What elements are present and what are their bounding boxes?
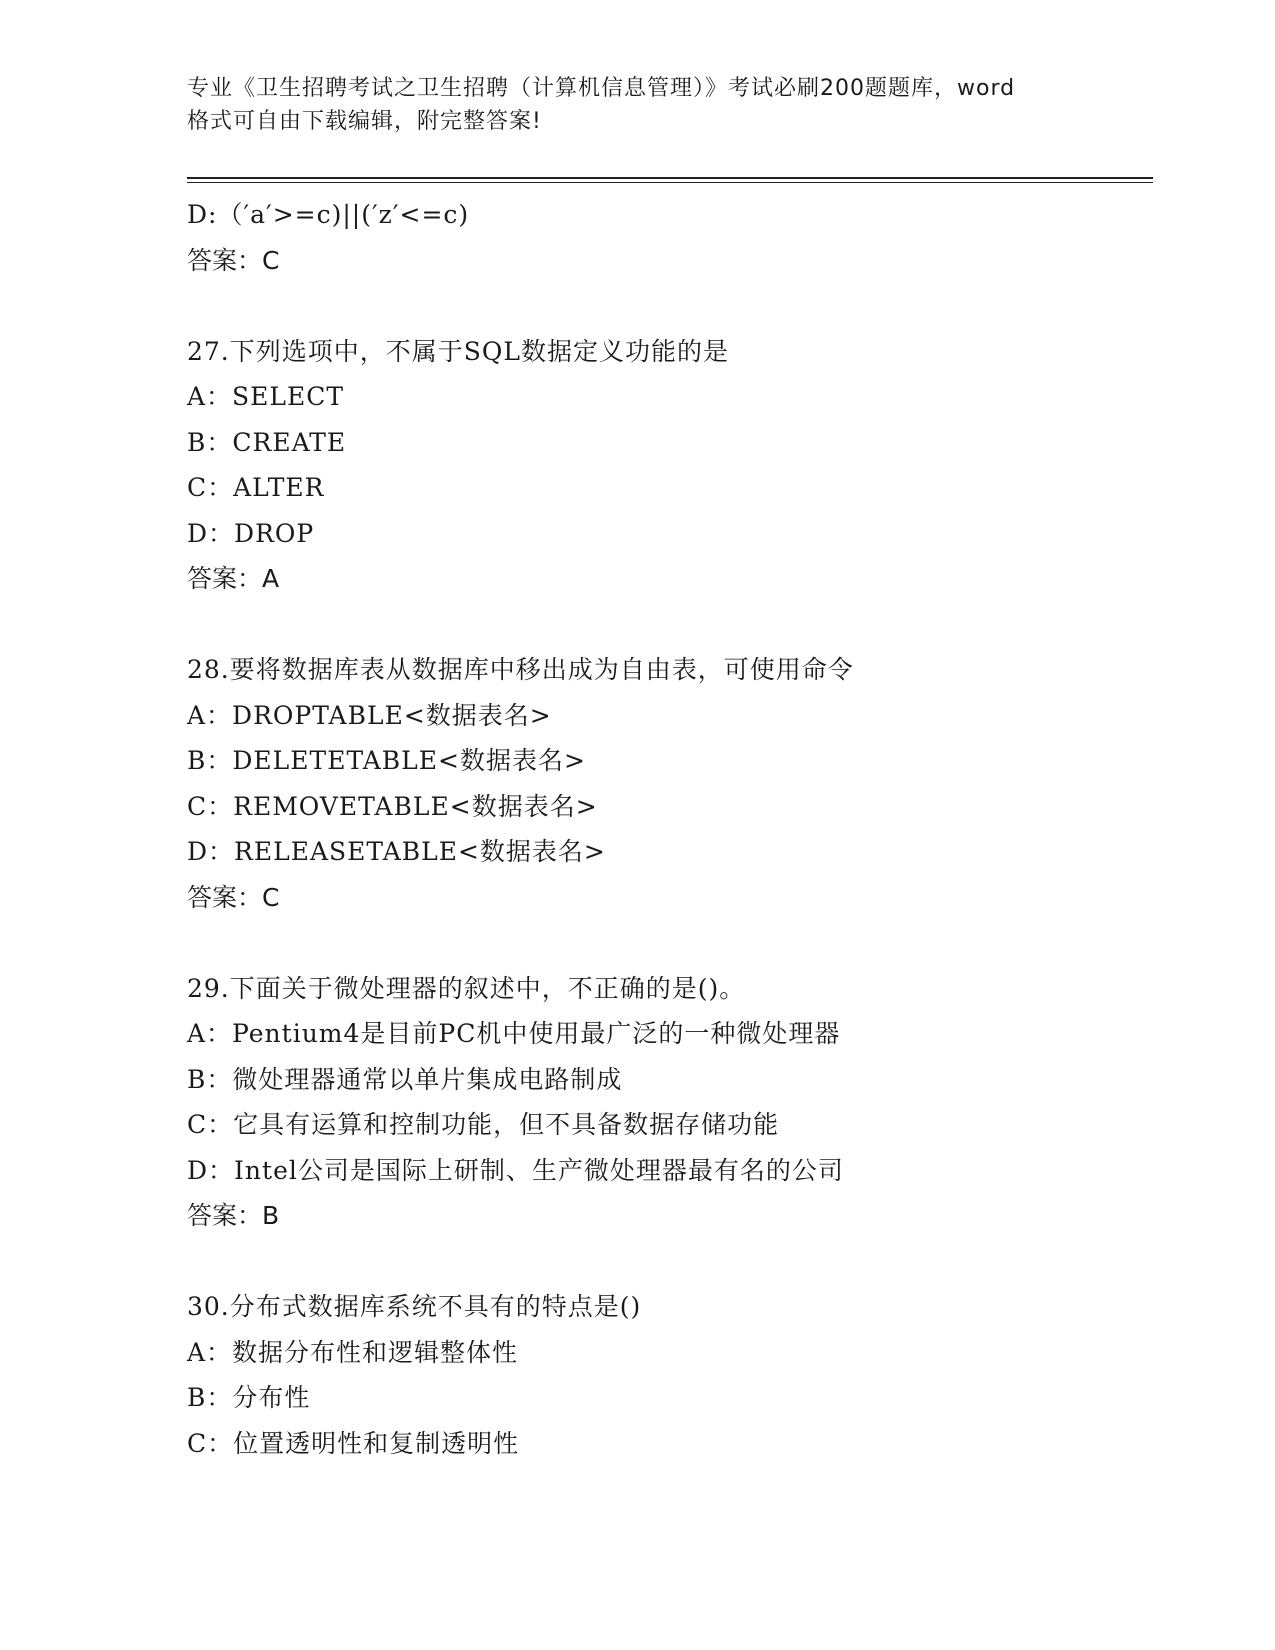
option-d: D:（′a′>=c)||(′z′<=c) [187, 200, 470, 229]
header-line-1: 专业《卫生招聘考试之卫生招聘（计算机信息管理）》考试必刷200题题库，word [187, 76, 1016, 101]
answer: 答案：C [187, 245, 280, 275]
option-c: C：它具有运算和控制功能，但不具备数据存储功能 [187, 1110, 780, 1139]
question-30 [187, 1284, 1153, 1466]
question-27 [187, 329, 1153, 602]
question-29 [187, 966, 1153, 1239]
option-d: D：Intel公司是国际上研制、生产微处理器最有名的公司 [187, 1155, 844, 1185]
question-stem: 28.要将数据库表从数据库中移出成为自由表，可使用命令 [187, 655, 854, 684]
header-divider-thin [187, 182, 1153, 183]
answer: 答案：C [187, 882, 280, 912]
option-a: A：DROPTABLE<数据表名> [187, 700, 552, 730]
option-b: B：DELETETABLE<数据表名> [187, 746, 586, 775]
option-b: B：分布性 [187, 1383, 311, 1412]
option-a: A：数据分布性和逻辑整体性 [187, 1337, 519, 1367]
answer: 答案：B [187, 1201, 280, 1230]
option-c: C：REMOVETABLE<数据表名> [187, 791, 598, 821]
question-stem: 29.下面关于微处理器的叙述中，不正确的是()。 [187, 973, 746, 1003]
option-c: C：位置透明性和复制透明性 [187, 1428, 520, 1458]
question-stem: 30.分布式数据库系统不具有的特点是() [187, 1292, 642, 1321]
header-line-2: 格式可自由下载编辑，附完整答案! [187, 109, 542, 134]
document-header [187, 72, 1107, 138]
question-28 [187, 647, 1153, 920]
option-b: B：微处理器通常以单片集成电路制成 [187, 1064, 623, 1094]
question-26-tail [187, 192, 1153, 283]
option-a: A：SELECT [187, 382, 345, 411]
option-c: C：ALTER [187, 473, 325, 502]
option-b: B：CREATE [187, 427, 347, 457]
option-d: D：RELEASETABLE<数据表名> [187, 837, 606, 866]
header-divider-thick [187, 177, 1153, 179]
option-a: A：Pentium4是目前PC机中使用最广泛的一种微处理器 [187, 1019, 841, 1048]
question-stem: 27.下列选项中，不属于SQL数据定义功能的是 [187, 336, 729, 366]
question-list [187, 192, 1153, 1466]
answer: 答案：A [187, 564, 280, 593]
option-d: D：DROP [187, 518, 315, 548]
